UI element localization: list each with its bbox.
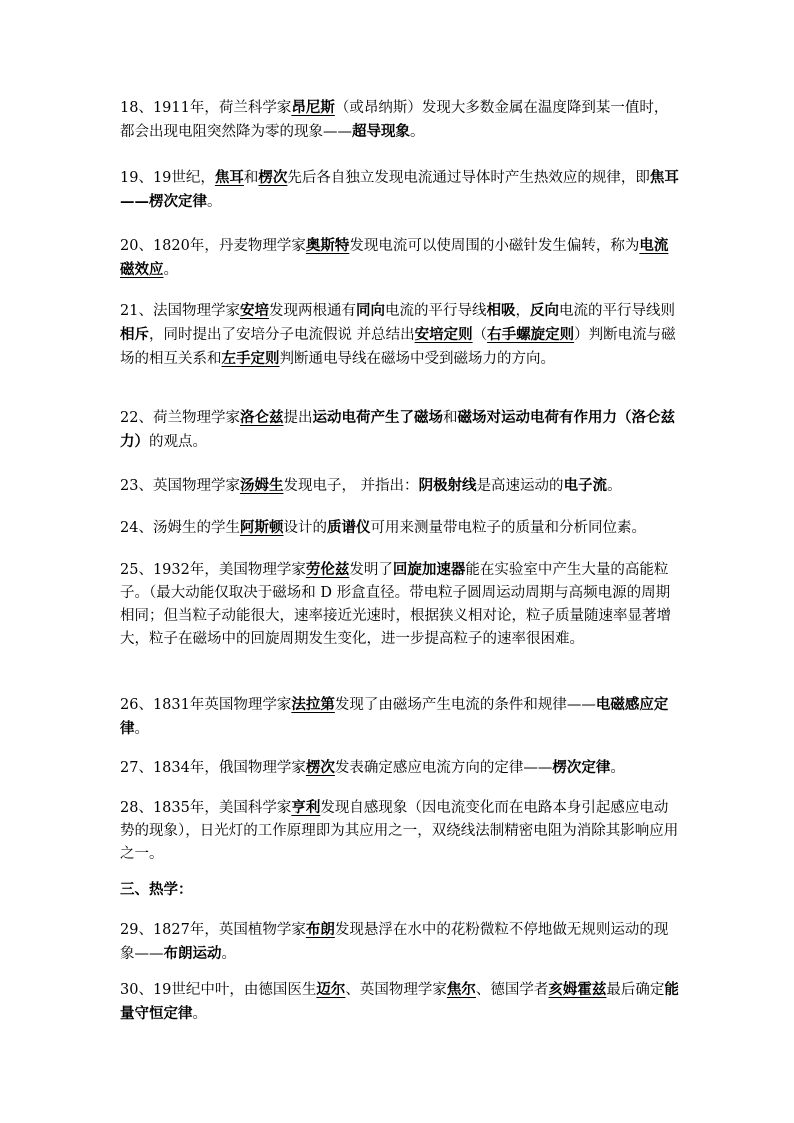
text-run: 21、法国物理学家 xyxy=(120,303,240,319)
text-run: 。 xyxy=(410,124,425,140)
text-run: 、德国学者 xyxy=(475,982,549,998)
underlined-name: 电流磁效应 xyxy=(120,237,669,278)
text-run: 23、英国物理学家 xyxy=(120,478,240,494)
underlined-name: 安培定则 xyxy=(414,326,473,343)
text-run: 30、19世纪中叶，由德国医生 xyxy=(120,982,317,998)
underlined-name: 亥姆霍兹 xyxy=(548,981,607,998)
text-run: 和 xyxy=(442,410,458,426)
bold-term: 相吸 xyxy=(486,302,516,319)
bold-term: 回旋加速器 xyxy=(392,561,466,578)
text-run: 电流的平行导线则 xyxy=(558,303,675,319)
text-run: 提出 xyxy=(283,410,313,426)
bold-term: 电磁感应定律 xyxy=(120,696,669,737)
text-run: 24、汤姆生的学生 xyxy=(120,520,240,536)
text-run: 。 xyxy=(134,721,149,737)
text-run: 26、1831年英国物理学家 xyxy=(120,697,292,713)
bold-term: 同向 xyxy=(355,302,385,319)
text-run: 19、19世纪， xyxy=(120,170,215,186)
text-run: 发现电流可以使周围的小磁针发生偏转，称为 xyxy=(349,238,640,254)
text-run: 的观点。 xyxy=(149,434,207,450)
text-run: 判断通电导线在磁场中受到磁场力的方向。 xyxy=(279,351,555,367)
underlined-name: 焦尔 xyxy=(446,981,476,998)
text-run: 。 xyxy=(221,946,236,962)
underlined-name: 昂尼斯 xyxy=(291,99,335,116)
underlined-name: 迈尔 xyxy=(316,981,346,998)
underlined-name: 焦耳 xyxy=(214,169,244,186)
text-run: （或昂纳斯）发现大多数金属在温度降到某一值时，都会出现电阻突然降为零的现象—— xyxy=(120,100,669,140)
bold-term: 阴极射线 xyxy=(418,477,477,494)
bold-term: 相斥 xyxy=(120,326,149,343)
paragraph-18 xyxy=(120,96,680,144)
text-run: 20、1820年，丹麦物理学家 xyxy=(120,238,306,254)
text-run: 发现电子， 并指出： xyxy=(283,478,419,494)
bold-term: 超导现象 xyxy=(352,123,410,140)
text-run: ）判断电流与磁场的相互关系和 xyxy=(120,327,676,367)
paragraph-26 xyxy=(120,693,680,741)
bold-term: 磁场对运动电荷有作用力（洛仑兹力） xyxy=(120,409,675,450)
bold-term: 运动电荷产生了磁场 xyxy=(312,409,443,426)
text-run: 。 xyxy=(610,760,625,776)
section-heading-thermodynamics: 三、热学： xyxy=(120,881,193,898)
text-run: 27、1834年，俄国物理学家 xyxy=(120,760,306,776)
paragraph-22 xyxy=(120,406,680,454)
bold-term: 质谱仪 xyxy=(326,519,371,536)
text-run: 和 xyxy=(243,170,259,186)
paragraph-21 xyxy=(120,299,680,371)
text-run: 29、1827年，英国植物学家 xyxy=(120,922,306,938)
bold-term: 反向 xyxy=(529,302,559,319)
underlined-name: 楞次 xyxy=(258,169,288,186)
text-run: 发现自感现象（因电流变化而在电路本身引起感应电动势的现象），日光灯的工作原理即为其应用之一，双绕线法制精密电阻为消除其影响应用之一。 xyxy=(120,800,679,862)
text-run: 。 xyxy=(163,262,178,278)
bold-term: 能量守恒定律 xyxy=(120,981,679,1022)
underlined-name: 左手定则 xyxy=(221,350,280,367)
text-run: 发表确定感应电流方向的定律—— xyxy=(334,760,553,776)
text-run: ，同时提出了安培分子电流假说 并总结出 xyxy=(149,327,415,343)
text-run: 22、荷兰物理学家 xyxy=(120,410,240,426)
text-run: 能在实验室中产生大量的高能粒子。（最大动能仅取决于磁场和 D 形盒直径。带电粒子圆周运动周期与高频电源的周期相同；但当粒子动能很大，速率接近光速时，根据狭义相对论，粒子质量随速率显著增大，粒子在磁场中的回旋周期发生变化，进一步提高粒子的速率很困难。 xyxy=(120,562,671,647)
bold-term: 布朗运动 xyxy=(163,945,222,962)
paragraph-23 xyxy=(120,474,622,498)
text-run: 最后确定 xyxy=(606,982,665,998)
underlined-name: 劳伦兹 xyxy=(305,561,350,578)
bold-term: 焦耳——楞次定律 xyxy=(120,169,679,210)
paragraph-25 xyxy=(120,558,680,651)
text-run: 设计的 xyxy=(283,520,327,536)
text-run: 发明了 xyxy=(349,562,393,578)
text-run: 25、1932年，美国物理学家 xyxy=(120,562,306,578)
text-run: 是高速运动的 xyxy=(476,478,564,494)
paragraph-20 xyxy=(120,234,680,282)
underlined-name: 楞次 xyxy=(305,759,335,776)
underlined-name: 阿斯顿 xyxy=(239,519,284,536)
paragraph-30 xyxy=(120,978,680,1026)
underlined-name: 汤姆生 xyxy=(239,477,284,494)
underlined-name: 亨利 xyxy=(291,799,321,816)
text-run: 18、1911年，荷兰科学家 xyxy=(120,100,292,116)
underlined-name: 布朗 xyxy=(305,921,335,938)
text-run: 、英国物理学家 xyxy=(345,982,447,998)
text-run: 发现两根通有 xyxy=(268,303,356,319)
underlined-name: 洛仑兹 xyxy=(239,409,284,426)
text-run: 。 xyxy=(607,478,622,494)
underlined-name: 右手螺旋定则 xyxy=(487,326,575,343)
paragraph-28 xyxy=(120,796,680,866)
paragraph-24 xyxy=(120,516,646,540)
paragraph-27 xyxy=(120,756,625,780)
text-run: 电流的平行导线 xyxy=(384,303,487,319)
bold-term: 楞次定律 xyxy=(552,759,611,776)
paragraph-29 xyxy=(120,918,680,966)
text-run: 。 xyxy=(192,1006,207,1022)
text-run: 发现悬浮在水中的花粉微粒不停地做无规则运动的现象—— xyxy=(120,922,669,962)
text-run: 可用来测量带电粒子的质量和分析同位素。 xyxy=(370,520,646,536)
underlined-name: 法拉第 xyxy=(291,696,335,713)
text-run: 。 xyxy=(207,194,222,210)
underlined-name: 奥斯特 xyxy=(305,237,350,254)
text-run: 发现了由磁场产生电流的条件和规律—— xyxy=(334,697,596,713)
bold-term: 电子流 xyxy=(563,477,608,494)
text-run: ， xyxy=(515,303,530,319)
text-run: （ xyxy=(472,327,488,343)
paragraph-19 xyxy=(120,166,680,214)
text-run: 先后各自独立发现电流通过导体时产生热效应的规律，即 xyxy=(287,170,650,186)
text-run: 28、1835年，美国科学家 xyxy=(120,800,292,816)
underlined-name: 安培 xyxy=(239,302,269,319)
